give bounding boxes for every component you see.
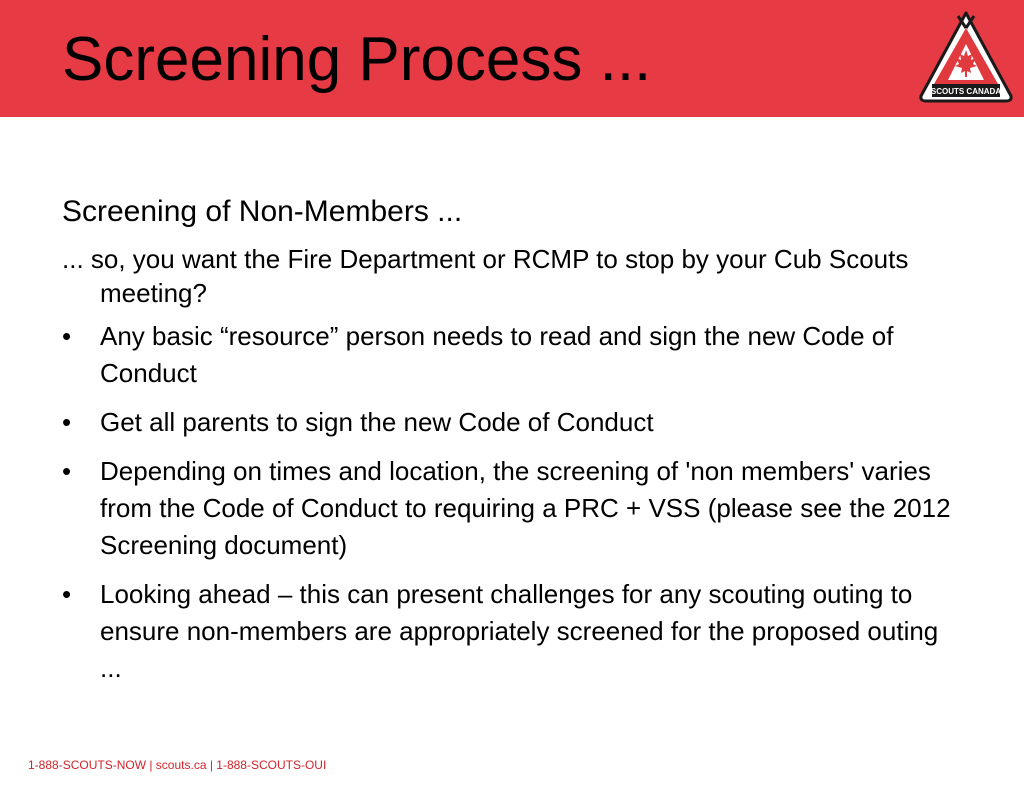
bullet-item	[62, 453, 962, 564]
scouts-canada-logo-icon	[918, 10, 1014, 104]
bullet-item	[62, 318, 962, 392]
bullet-marker: •	[62, 321, 72, 351]
bullet-marker: •	[62, 407, 72, 437]
footer-contact: 1-888-SCOUTS-NOW | scouts.ca | 1-888-SCOUTS-OUI	[28, 758, 327, 772]
bullet-text: Get all parents to sign the new Code of Conduct	[100, 407, 654, 437]
bullet-marker: •	[62, 456, 72, 486]
bullet-text: Any basic “resource” person needs to read and sign the new Code of Conduct	[100, 321, 894, 388]
logo-text: SCOUTS CANADA	[930, 87, 1002, 96]
bullet-text: Depending on times and location, the screening of 'non members' varies from the Code of Conduct to requiring a PRC + VSS (please see the 2012 Screening document)	[100, 456, 951, 560]
slide-title: Screening Process ...	[62, 25, 652, 94]
bullet-item	[62, 576, 962, 687]
title-bar	[0, 0, 1024, 117]
bullet-marker: •	[62, 579, 72, 609]
bullet-item	[62, 404, 962, 441]
bullet-text: Looking ahead – this can present challenges for any scouting outing to ensure non-members are appropriately screened for the proposed outing ...	[100, 579, 939, 683]
slide-content	[62, 192, 962, 699]
bullet-list	[62, 318, 962, 687]
slide-subheading: Screening of Non-Members ...	[62, 195, 463, 228]
intro-paragraph: ... so, you want the Fire Department or RCMP to stop by your Cub Scouts meeting?	[62, 244, 909, 308]
